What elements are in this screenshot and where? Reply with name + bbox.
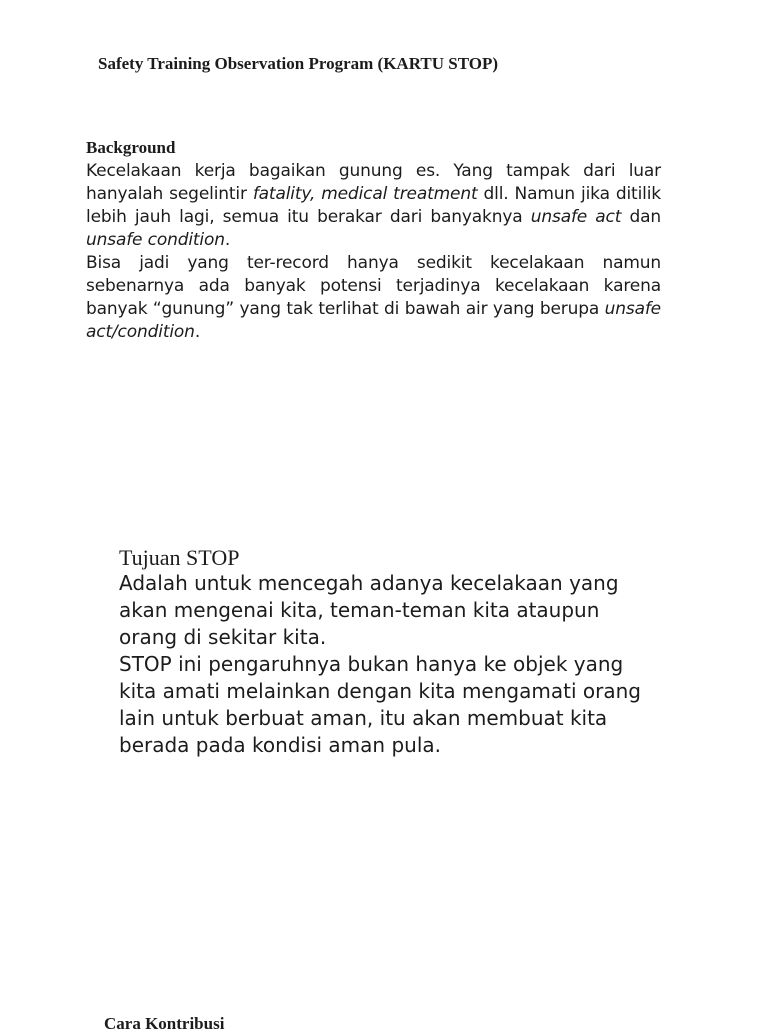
document-title: Safety Training Observation Program (KARTU STOP) xyxy=(98,54,499,73)
italic-term: unsafe act/condition xyxy=(86,299,661,342)
text-run: . xyxy=(194,322,201,342)
text-run: dan xyxy=(621,207,661,227)
italic-term: unsafe act xyxy=(530,207,622,227)
text-run: . xyxy=(224,230,231,250)
next-section-heading: Cara Kontribusi xyxy=(104,1014,225,1033)
text-run: dll. Namun jika ditilik lebih jauh lagi, semua itu berakar dari banyaknya xyxy=(86,184,661,227)
italic-term: unsafe condition xyxy=(86,230,225,250)
background-paragraph-2 xyxy=(86,252,661,344)
tujuan-paragraph-2: STOP ini pengaruhnya bukan hanya ke objek yang kita amati melainkan dengan kita mengamati orang lain untuk berbuat aman, itu akan membuat kita berada pada kondisi aman pula. xyxy=(119,652,641,757)
tujuan-heading: Tujuan STOP xyxy=(119,545,240,570)
background-heading: Background xyxy=(86,138,176,157)
tujuan-paragraph-1: Adalah untuk mencegah adanya kecelakaan yang akan mengenai kita, teman-teman kita ataupun orang di sekitar kita. xyxy=(119,571,619,649)
text-run: Kecelakaan kerja bagaikan gunung es. Yang tampak dari luar hanyalah segelintir xyxy=(86,161,661,204)
background-paragraph-1 xyxy=(86,160,661,252)
text-run: Bisa jadi yang ter-record hanya sedikit kecelakaan namun sebenarnya ada banyak potensi terjadinya kecelakaan karena banyak “gunung” yang tak terlihat di bawah air yang berupa xyxy=(86,253,661,319)
italic-term: fatality, medical treatment xyxy=(252,184,478,204)
